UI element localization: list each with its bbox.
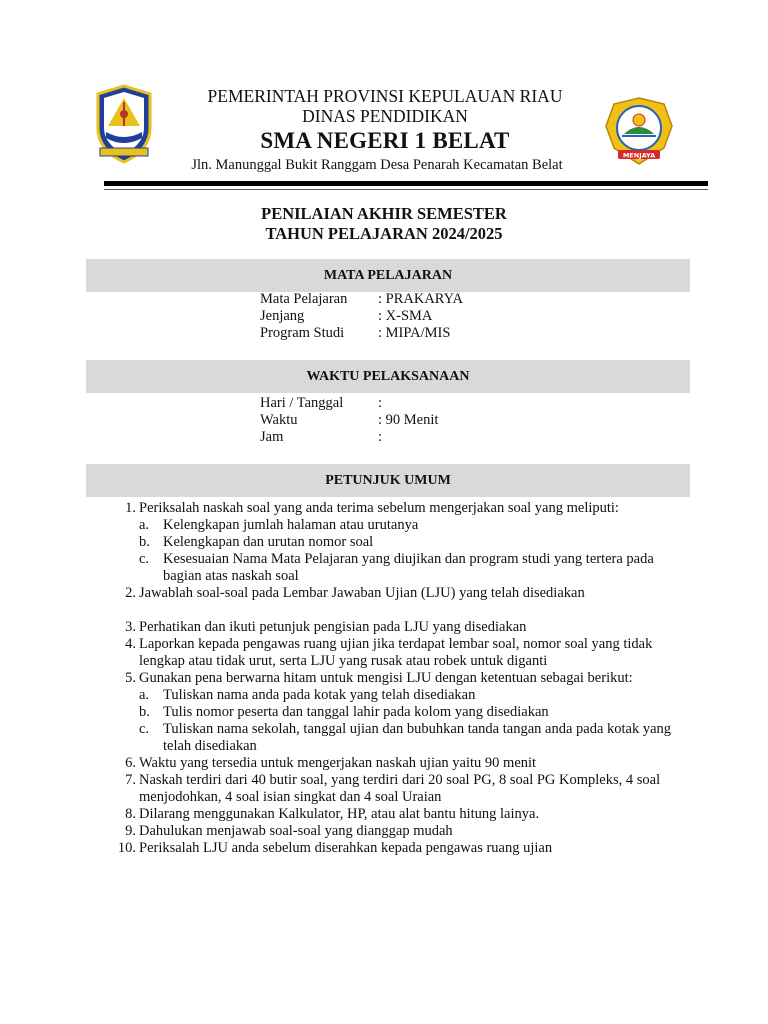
info-row — [260, 325, 463, 342]
info-row — [260, 308, 463, 325]
subitem-text: Kesesuaian Nama Mata Pelajaran yang diujikan dan program studi yang tertera pada bagian atas naskah soal — [163, 551, 654, 584]
instruction-number: 2. — [125, 585, 136, 601]
subitem-text: Kelengkapan jumlah halaman atau urutanya — [163, 517, 419, 533]
department-name: DINAS PENDIDIKAN — [302, 106, 468, 126]
list-spacer — [110, 602, 690, 619]
info-row — [260, 395, 438, 412]
info-value: : MIPA/MIS — [378, 325, 451, 341]
school-name: SMA NEGERI 1 BELAT — [260, 128, 510, 153]
instruction-item — [110, 806, 690, 823]
school-emblem-ribbon: MENJAYA — [622, 151, 656, 160]
instruction-item — [110, 619, 690, 636]
instruction-sublist — [139, 687, 690, 755]
info-label: Jenjang — [260, 308, 305, 324]
subitem-letter: a. — [139, 687, 150, 703]
letterhead-divider-thin — [104, 189, 708, 190]
subitem-letter: b. — [139, 534, 150, 550]
instruction-subitem — [139, 687, 690, 704]
instruction-item — [110, 585, 690, 602]
instruction-text: Periksalah LJU anda sebelum diserahkan kepada pengawas ruang ujian — [139, 840, 553, 856]
instruction-item — [110, 772, 690, 806]
info-value: : — [378, 429, 383, 445]
instruction-text: Laporkan kepada pengawas ruang ujian jika terdapat lembar soal, nomor soal yang tidak lengkap atau tidak urut, serta LJU yang rusak atau robek untuk diganti — [139, 636, 653, 669]
instruction-sublist — [139, 517, 690, 585]
instruction-number: 4. — [125, 636, 136, 652]
instruction-number: 5. — [125, 670, 136, 686]
section-heading-petunjuk: PETUNJUK UMUM — [86, 464, 690, 497]
instruction-item — [110, 500, 690, 585]
instruction-subitem — [139, 534, 690, 551]
info-value: : PRAKARYA — [378, 291, 464, 307]
school-emblem-logo — [602, 96, 676, 166]
subject-info — [260, 291, 463, 342]
instruction-item — [110, 670, 690, 755]
instruction-text: Dahulukan menjawab soal-soal yang dianggap mudah — [139, 823, 453, 839]
instruction-subitem — [139, 721, 690, 755]
info-label: Program Studi — [260, 325, 345, 341]
government-name: PEMERINTAH PROVINSI KEPULAUAN RIAU — [207, 86, 563, 106]
instruction-text: Waktu yang tersedia untuk mengerjakan naskah ujian yaitu 90 menit — [139, 755, 537, 771]
instruction-text: Perhatikan dan ikuti petunjuk pengisian pada LJU yang disediakan — [139, 619, 527, 635]
instruction-item — [110, 823, 690, 840]
instruction-text: Dilarang menggunakan Kalkulator, HP, atau alat bantu hitung lainya. — [139, 806, 540, 822]
instruction-item — [110, 755, 690, 772]
letterhead-divider-thick — [104, 181, 708, 186]
instruction-text: Jawablah soal-soal pada Lembar Jawaban Ujian (LJU) yang telah disediakan — [139, 585, 585, 601]
instruction-number: 10. — [117, 840, 136, 856]
info-value: : — [378, 395, 383, 411]
instruction-number: 7. — [125, 772, 136, 788]
instruction-subitem — [139, 704, 690, 721]
academic-year: TAHUN PELAJARAN 2024/2025 — [265, 224, 503, 243]
instruction-list — [110, 500, 690, 857]
instruction-item — [110, 840, 690, 857]
info-value: : X-SMA — [378, 308, 433, 324]
info-label: Hari / Tanggal — [260, 395, 344, 411]
school-address: Jln. Manunggal Bukit Ranggam Desa Penarah Kecamatan Belat — [191, 157, 563, 173]
instruction-number: 1. — [125, 500, 136, 516]
subitem-letter: c. — [139, 551, 150, 567]
subitem-text: Tuliskan nama anda pada kotak yang telah disediakan — [163, 687, 476, 703]
letterhead — [160, 86, 610, 175]
subitem-text: Tuliskan nama sekolah, tanggal ujian dan bubuhkan tanda tangan anda pada kotak yang telah disediakan — [163, 721, 672, 754]
instruction-text: Periksalah naskah soal yang anda terima sebelum mengerjakan soal yang meliputi: — [139, 500, 619, 516]
instruction-text: Gunakan pena berwarna hitam untuk mengisi LJU dengan ketentuan sebagai berikut: — [139, 670, 633, 686]
subitem-letter: b. — [139, 704, 150, 720]
subitem-text: Kelengkapan dan urutan nomor soal — [163, 534, 374, 550]
subitem-letter: c. — [139, 721, 150, 737]
instruction-number: 8. — [125, 806, 136, 822]
schedule-info — [260, 395, 438, 446]
info-value: : 90 Menit — [378, 412, 439, 428]
provincial-emblem-logo — [92, 84, 156, 166]
info-row — [260, 412, 438, 429]
instruction-subitem — [139, 517, 690, 534]
instruction-item — [110, 636, 690, 670]
subitem-text: Tulis nomor peserta dan tanggal lahir pada kolom yang disediakan — [163, 704, 549, 720]
info-label: Waktu — [260, 412, 298, 428]
info-label: Jam — [260, 429, 284, 445]
instruction-number: 9. — [125, 823, 136, 839]
section-heading-mata-pelajaran: MATA PELAJARAN — [86, 259, 690, 292]
info-row — [260, 429, 438, 446]
instruction-number: 3. — [125, 619, 136, 635]
instruction-text: Naskah terdiri dari 40 butir soal, yang terdiri dari 20 soal PG, 8 soal PG Kompleks, 4 soal menjodohkan, 4 soal isian singkat dan 4 soal Uraian — [139, 772, 661, 805]
subitem-letter: a. — [139, 517, 150, 533]
section-heading-waktu: WAKTU PELAKSANAAN — [86, 360, 690, 393]
info-label: Mata Pelajaran — [260, 291, 348, 307]
exam-title: PENILAIAN AKHIR SEMESTER — [261, 204, 507, 223]
instruction-subitem — [139, 551, 690, 585]
instruction-number: 6. — [125, 755, 136, 771]
info-row — [260, 291, 463, 308]
